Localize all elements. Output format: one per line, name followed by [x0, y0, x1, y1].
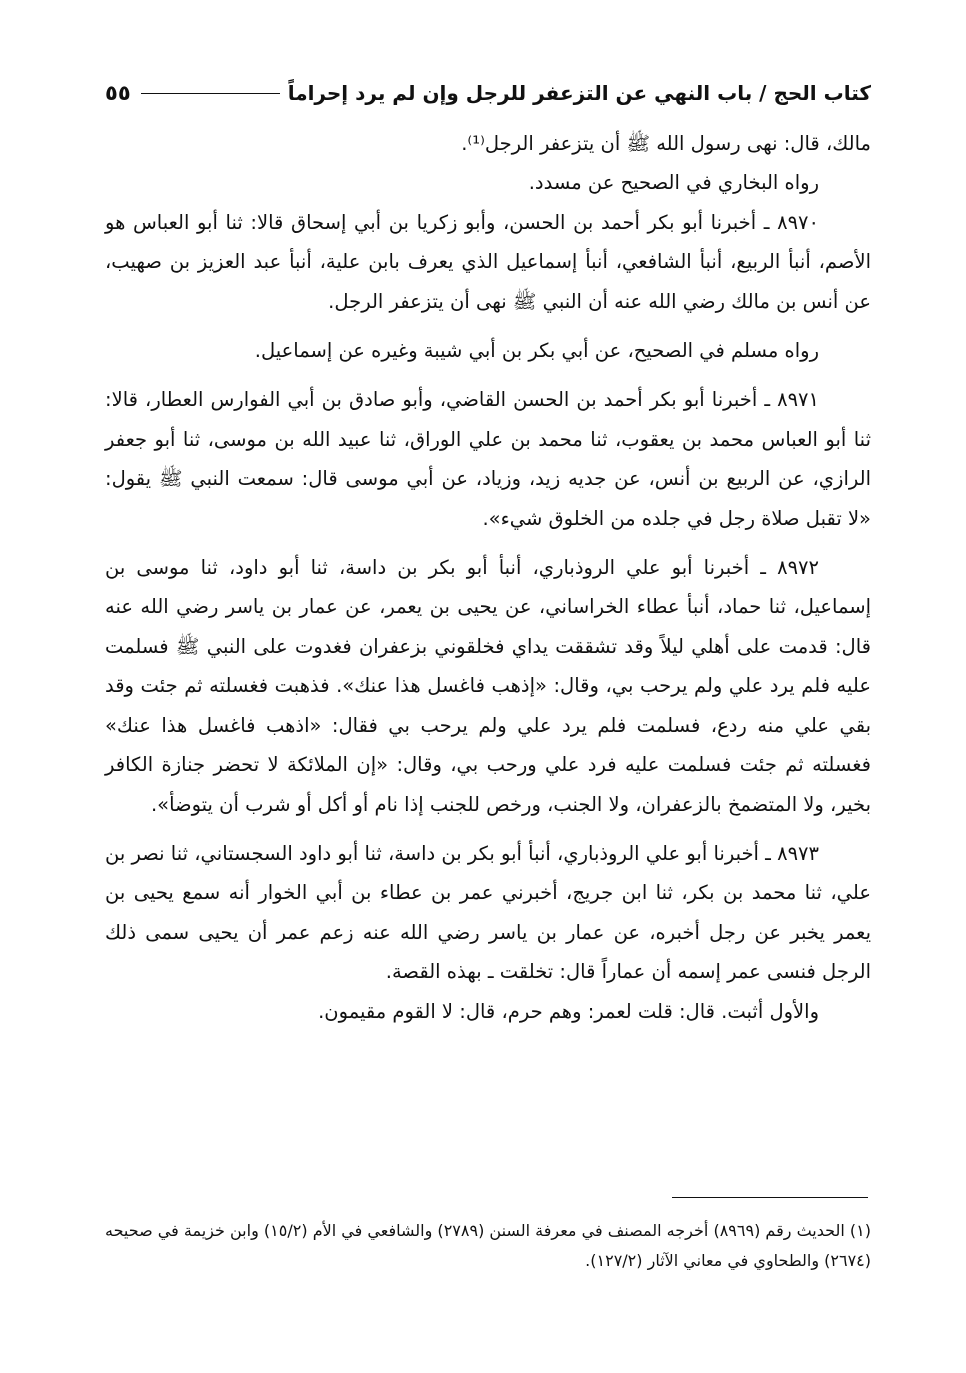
- paragraph-closing: والأول أثبت. قال: قلت لعمر: وهم حرم، قال: لا القوم مقيمون.: [318, 999, 819, 1023]
- footnote-separator: [672, 1197, 868, 1198]
- page-number: ٥٥: [105, 81, 131, 105]
- hadith-8971: ٨٩٧١ ـ أخبرنا أبو بكر أحمد بن الحسن القاضي، وأبو صادق بن أبي الفوارس العطار، قالا: ثنا أبو العباس محمد بن يعقوب، ثنا محمد بن علي الوراق، ثنا عبيد الله بن موسى، ثنا أبو جعفر الرازي، عن الربيع بن أنس، عن جديه زيد، وزياد، عن أبي موسى قال: سمعت النبي ﷺ يقول: «لا تقبل صلاة رجل في جلده من الخلوق شيء».: [105, 388, 871, 530]
- hadith-8970: ٨٩٧٠ ـ أخبرنا أبو بكر أحمد بن الحسن، وأبو زكريا بن أبي إسحاق قالا: ثنا أبو العباس هو الأصم، أنبأ الربيع، أنبأ الشافعي، أنبأ إسماعيل الذي يعرف بابن علية، أنبأ عبد العزيز بن صهيب، عن أنس بن مالك رضي الله عنه أن النبي ﷺ نهى أن يتزعفر الرجل.: [105, 210, 871, 313]
- main-text: [105, 124, 871, 1031]
- hadith-8973: ٨٩٧٣ ـ أخبرنا أبو علي الروذباري، أنبأ أبو بكر بن داسة، ثنا أبو داود السجستاني، ثنا نصر بن علي، ثنا محمد بن بكر، ثنا ابن جريج، أخبرني عمر بن عطاء بن أبي الخوار أنه سمع يحيى بن يعمر يخبر عن رجل أخبره، عن عمار بن ياسر رضي الله عنه زعم عمر أن يحيى سمى ذلك الرجل فنسى عمر إسمه أن عماراً قال: تخلقت ـ بهذه القصة.: [105, 841, 871, 984]
- paragraph-muslim-note: رواه مسلم في الصحيح، عن أبي بكر بن أبي شيبة وغيره عن إسماعيل.: [254, 339, 819, 363]
- header-rule: [141, 93, 280, 94]
- footnote: [105, 1216, 871, 1276]
- footnote-1: (١) الحديث رقم (٨٩٦٩) أخرجه المصنف في معرفة السنن (٢٧٨٩) والشافعي في الأم (١٥/٢) وابن خزيمة في صحيحه (٢٦٧٤) والطحاوي في معاني الآثار (١٢٧/٢).: [105, 1221, 871, 1270]
- paragraph-continuation: مالك، قال: نهى رسول الله ﷺ أن يتزعفر الرجل⁽¹⁾.: [461, 132, 871, 155]
- hadith-8972: ٨٩٧٢ ـ أخبرنا أبو علي الروذباري، أنبأ أبو بكر بن داسة، ثنا أبو داود، ثنا موسى بن إسماعيل، ثنا حماد، أنبأ عطاء الخراساني، عن يحيى بن يعمر، عن عمار بن ياسر رضي الله عنه قال: قدمت على أهلي ليلاً وقد تشققت يداي فخلقوني بزعفران فغدوت على النبي ﷺ فسلمت عليه فلم يرد علي ولم يرحب بي، وقال: «إذهب فاغسل هذا عنك». فذهبت فغسلته ثم جئت وقد بقي علي منه ردع، فسلمت فلم يرد علي ولم يرحب بي فقال: «اذهب فاغسل هذا عنك» فغسلته ثم جئت فسلمت عليه فرد علي ورحب بي، وقال: «إن الملائكة لا تحضر جنازة الكافر بخير، ولا المتضمخ بالزعفران، ولا الجنب، ورخص للجنب إذا نام أو أكل أو شرب أن يتوضأ».: [105, 556, 871, 816]
- paragraph-bukhari-note: رواه البخاري في الصحيح عن مسدد.: [528, 171, 819, 195]
- running-header: [105, 76, 871, 110]
- running-header-title: كتاب الحج / باب النهي عن التزعفر للرجل وإن لم يرد إحراماً: [287, 81, 871, 105]
